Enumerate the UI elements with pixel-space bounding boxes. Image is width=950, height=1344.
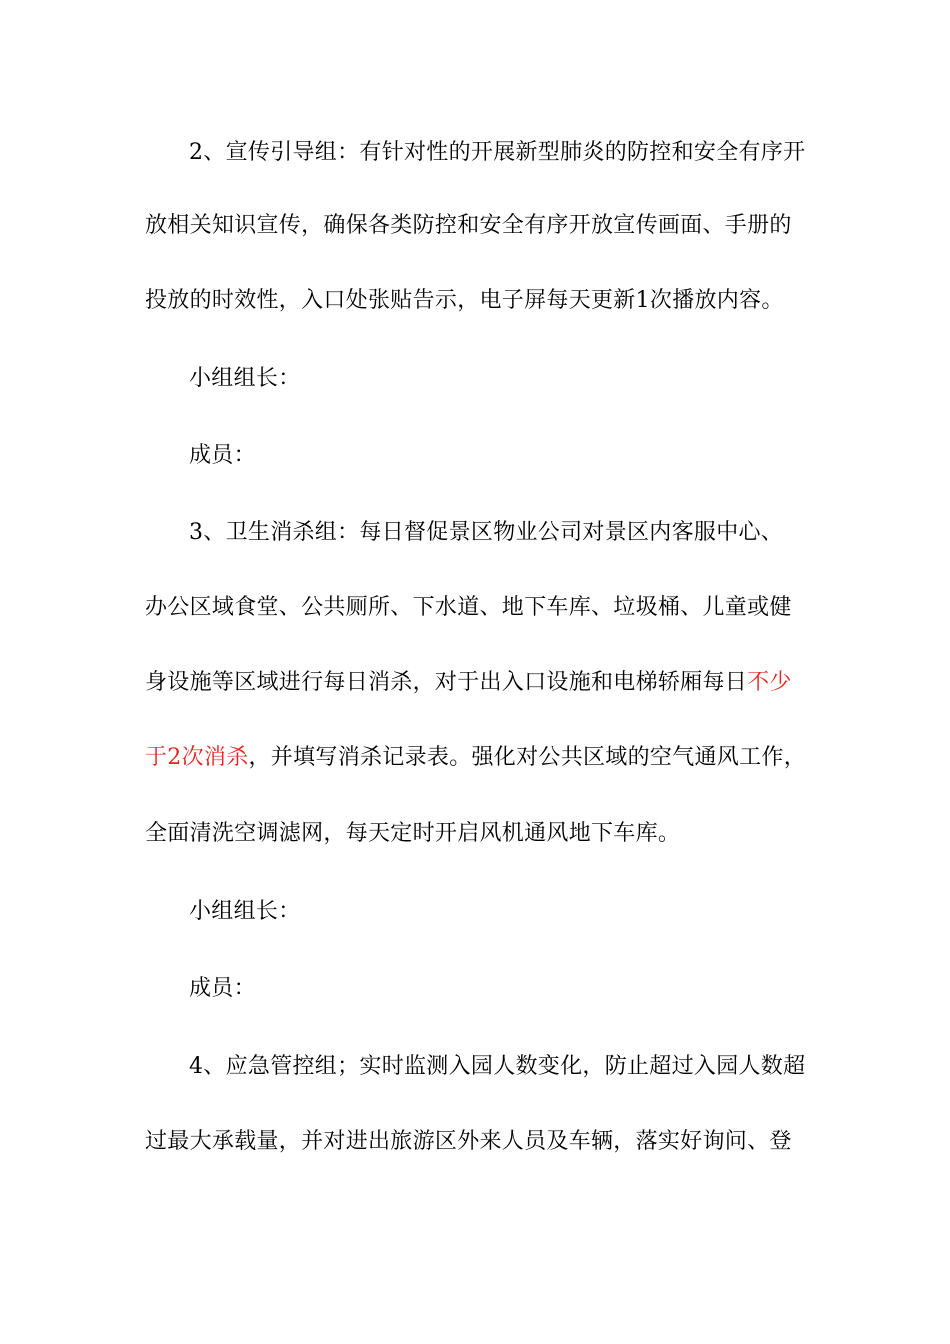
section3-highlight-end: 于2次消杀 bbox=[145, 745, 249, 770]
section2-line2: 放相关知识宣传，确保各类防控和安全有序开放宣传画面、手册的 bbox=[145, 213, 792, 238]
section2-line3: 投放的时效性，入口处张贴告示，电子屏每天更新1次播放内容。 bbox=[145, 288, 784, 313]
section3-line4-text: ，并填写消杀记录表。强化对公共区域的空气通风工作， bbox=[248, 745, 807, 770]
section3-line3 bbox=[145, 668, 792, 698]
section3-leader-label: 小组组长： bbox=[189, 899, 301, 924]
section3-line5: 全面清洗空调滤网，每天定时开启风机通风地下车库。 bbox=[145, 821, 681, 846]
section3-highlight-start: 不少 bbox=[747, 670, 792, 695]
section4-line2: 过最大承载量，并对进出旅游区外来人员及车辆，落实好询问、登 bbox=[145, 1129, 792, 1154]
section2-line1: 2、宣传引导组：有针对性的开展新型肺炎的防控和安全有序开 bbox=[189, 140, 806, 165]
section2-members-label: 成员： bbox=[189, 443, 256, 468]
section3-line2: 办公区域食堂、公共厕所、下水道、地下车库、垃圾桶、儿童或健 bbox=[145, 595, 792, 620]
section3-line1: 3、卫生消杀组：每日督促景区物业公司对景区内客服中心、 bbox=[189, 520, 784, 545]
section4-line1: 4、应急管控组；实时监测入园人数变化，防止超过入园人数超 bbox=[189, 1054, 806, 1079]
section3-line4 bbox=[145, 743, 806, 773]
section2-leader-label: 小组组长： bbox=[189, 366, 301, 391]
section3-members-label: 成员： bbox=[189, 976, 256, 1001]
section3-line3-text: 身设施等区域进行每日消杀，对于出入口设施和电梯轿厢每日 bbox=[145, 670, 748, 695]
